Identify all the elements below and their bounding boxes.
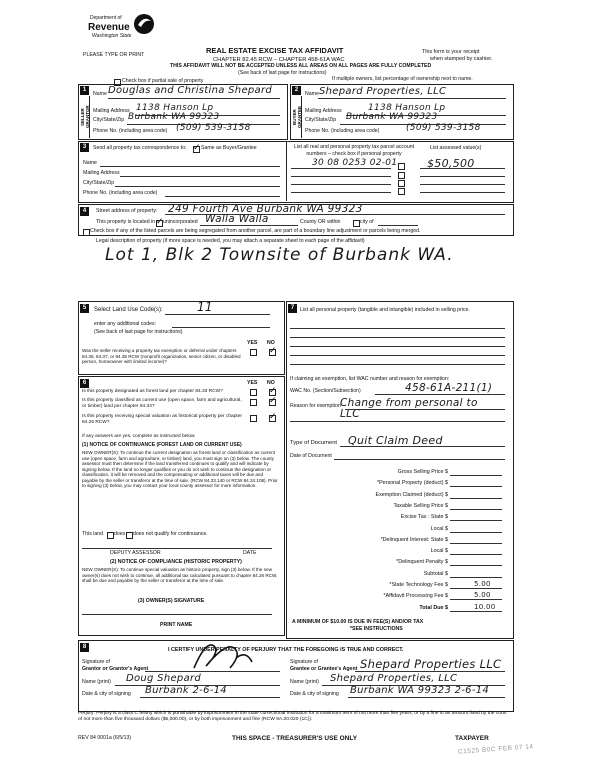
seller-phone-label: Phone No. (including area code) bbox=[93, 128, 168, 134]
doc-date-label: Date of Document bbox=[290, 453, 332, 459]
exemption-question: Was the seller receiving a property tax exemption or deferral under chapters 84.36, 84.37, or 84.38 RCW (nonprofit organization, senior citizen, or disabled person, homeowner with limited income)? bbox=[82, 348, 241, 365]
grantee-date[interactable]: Burbank WA 99323 2-6-14 bbox=[350, 685, 490, 696]
personal-property-label: List all personal property (tangible and intangible) included in selling price. bbox=[300, 307, 470, 313]
unincorporated-checkbox[interactable] bbox=[156, 220, 163, 227]
county-label: County OR within bbox=[300, 219, 341, 225]
if-yes-note: If any answers are yes, complete as instructed below. bbox=[82, 434, 196, 439]
q1-yes-checkbox[interactable] bbox=[250, 389, 257, 396]
reason-label: Reason for exemption bbox=[290, 403, 341, 409]
seller-mailing-label: Mailing Address bbox=[93, 108, 130, 114]
fee-value[interactable]: 5.00 bbox=[474, 591, 491, 600]
seller-side-label: SELLER GRANTOR bbox=[80, 105, 90, 129]
q2-yes-checkbox[interactable] bbox=[250, 399, 257, 406]
continuance-text: NEW OWNER(S): To continue the current designation as forest land or classification as current use (open space, farm and agriculture, or timber) land, you must sign on (3) below. The county assessor must then determine if the land transferred continues to qualify and will indicate by signing below. If the land no longer qualifies or you do not wish to continue the designation or classification, it will be removed and the compensating or additional taxes will be due and payable by the seller or transferor at the time of sale. (RCW 84.33.140 or RCW 84.34.108). Prior to signing (3) below, you may contact your local county assessor for more information. bbox=[82, 450, 278, 488]
q3-yes-checkbox[interactable] bbox=[250, 415, 257, 422]
seller-mailing[interactable]: 1138 Hanson Lp bbox=[136, 103, 214, 113]
fee-label: *Affidavit Processing Fee $ bbox=[383, 593, 448, 600]
fee-label: Subtotal $ bbox=[423, 570, 448, 577]
seller-name-label: Name bbox=[93, 91, 107, 97]
city-of-checkbox[interactable] bbox=[353, 220, 360, 227]
deputy-date-label: DATE bbox=[243, 550, 257, 556]
corr-city-label: City/State/Zip bbox=[83, 180, 115, 186]
grantee-sig-label2: Grantee or Grantee's Agent bbox=[290, 666, 358, 672]
dept-of: Department of bbox=[90, 15, 122, 21]
does-not-checkbox[interactable] bbox=[126, 532, 133, 539]
fee-label: *Delinquent Interest: State $ bbox=[380, 536, 448, 543]
buyer-side-label: BUYER GRANTEE bbox=[292, 106, 302, 129]
dept-state: Washington State bbox=[92, 33, 132, 39]
form-title: REAL ESTATE EXCISE TAX AFFIDAVIT bbox=[206, 46, 344, 55]
historic-question: Is this property receiving special valuation as historical property per chapter 84.26 RCW? bbox=[82, 414, 242, 425]
s5-no-checkbox[interactable] bbox=[269, 349, 276, 356]
exemption-reason[interactable]: Change from personal to LLC bbox=[340, 397, 478, 420]
unincorporated-label: unincorporated bbox=[163, 219, 198, 225]
grantor-name-label: Name (print) bbox=[82, 679, 111, 685]
additional-codes-label: enter any additional codes: bbox=[94, 321, 157, 327]
segregated-note: Check box if any of the listed parcels are being segregated from another parcel, are part of a boundary line adjustment or parcels being merged. bbox=[90, 228, 421, 234]
section-1-badge: 1 bbox=[80, 86, 89, 95]
receipt-line1: This form is your receipt bbox=[422, 49, 480, 55]
section-4-badge: 4 bbox=[80, 207, 89, 216]
grantor-date[interactable]: Burbank 2-6-14 bbox=[145, 685, 227, 696]
fee-label: *Personal Property (deduct) $ bbox=[376, 480, 448, 487]
forest-question: Is this property designated as forest land per chapter 84.33 RCW? bbox=[82, 389, 223, 394]
fee-label: Taxable Selling Price $ bbox=[393, 502, 448, 509]
grantee-signature[interactable]: Shepard Properties LLC bbox=[360, 657, 502, 671]
dor-logo-icon bbox=[132, 13, 156, 35]
same-as-buyer-label: Same as Buyer/Grantee bbox=[201, 145, 257, 151]
legal-description[interactable]: Lot 1, Blk 2 Townsite of Burbank WA. bbox=[105, 245, 454, 265]
assessed-header: List assessed value(s) bbox=[430, 145, 482, 151]
form-revision: REV 84 0001a (6/5/13) bbox=[78, 735, 132, 741]
dor-logo bbox=[88, 12, 158, 46]
section-7-badge: 7 bbox=[288, 304, 297, 313]
does-not-label: does not qualify for continuance. bbox=[133, 531, 208, 537]
s5-yes-checkbox[interactable] bbox=[250, 349, 257, 356]
land-use-label: Select Land Use Code(s): bbox=[94, 307, 163, 313]
print-name-label: PRINT NAME bbox=[160, 622, 193, 628]
s5-no-header: NO bbox=[267, 340, 275, 346]
dept-revenue: Revenue bbox=[88, 22, 130, 33]
grantor-sig-label2: Grantor or Grantor's Agent bbox=[82, 666, 149, 672]
city-of-label: city of bbox=[360, 219, 374, 225]
this-land-label: This land bbox=[82, 531, 104, 537]
section-8-badge: 8 bbox=[80, 643, 89, 652]
q3-no-checkbox[interactable] bbox=[269, 415, 276, 422]
section-6-badge: 6 bbox=[80, 379, 89, 388]
please-type: PLEASE TYPE OR PRINT bbox=[83, 52, 145, 58]
doc-type-label: Type of Document bbox=[290, 440, 338, 446]
buyer-mailing-label: Mailing Address bbox=[305, 108, 342, 114]
fee-label: Exemption Claimed (deduct) $ bbox=[375, 491, 448, 498]
compliance-text: NEW OWNER(S): To continue special valuation as historic property, sign (3) below. If the new owner(s) does not wish to continue, all additional tax calculated pursuant to chapter 84.26 RCW, shall be due and payable by the seller or transferor at the time of sale. bbox=[82, 567, 278, 583]
see-back: (See back of last page for instructions) bbox=[238, 70, 327, 76]
grantor-date-label: Date & city of signing bbox=[82, 691, 131, 697]
corr-mailing-label: Mailing Address bbox=[83, 170, 120, 176]
land-use-see-back: (See back of last page for instructions) bbox=[94, 329, 183, 335]
doc-type[interactable]: Quit Claim Deed bbox=[348, 434, 443, 447]
buyer-city[interactable]: Burbank WA 99323 bbox=[346, 112, 438, 122]
fee-label: Excise Tax : State $ bbox=[400, 514, 448, 521]
fee-value[interactable]: 10.00 bbox=[474, 602, 496, 611]
street-label: Street address of property: bbox=[96, 208, 158, 214]
q2-no-checkbox[interactable] bbox=[269, 399, 276, 406]
continuance-title: (1) NOTICE OF CONTINUANCE (FOREST LAND OR CURRENT USE) bbox=[82, 442, 242, 448]
deputy-assessor-label: DEPUTY ASSESSOR bbox=[110, 550, 161, 556]
compliance-title: (2) NOTICE OF COMPLIANCE (HISTORIC PROPERTY) bbox=[110, 559, 242, 565]
multiple-owners-note: If multiple owners, list percentage of ownership next to name. bbox=[332, 76, 473, 82]
minimum-due-note: A MINIMUM OF $10.00 IS DUE IN FEE(S) AND/OR TAX bbox=[292, 619, 424, 625]
does-label: does bbox=[114, 531, 126, 537]
located-in-label: This property is located in bbox=[96, 219, 156, 225]
parcel-number[interactable]: 30 08 0253 02-01 bbox=[312, 158, 398, 168]
fee-label: Local $ bbox=[430, 525, 448, 532]
cashier-stamp: C1525 B0C FEB 07 14 bbox=[457, 743, 534, 756]
buyer-name-label: Name bbox=[305, 91, 319, 97]
corr-phone-label: Phone No. (including area code) bbox=[83, 190, 158, 196]
fee-label: *Delinquent Penalty $ bbox=[396, 559, 448, 566]
s5-yes-header: YES bbox=[247, 340, 258, 346]
wac-number[interactable]: 458-61A-211(1) bbox=[405, 382, 493, 394]
s6-yes-header: YES bbox=[247, 380, 258, 386]
seller-city[interactable]: Burbank WA 99323 bbox=[128, 112, 220, 122]
does-checkbox[interactable] bbox=[107, 532, 114, 539]
grantor-signature-icon bbox=[186, 638, 256, 674]
seller-city-label: City/State/Zip bbox=[93, 117, 125, 123]
grantor-name[interactable]: Doug Shepard bbox=[126, 673, 202, 684]
legal-description-label: Legal description of property (if more space is needed, you may attach a separate sheet to each page of the affidavit) bbox=[96, 238, 365, 244]
buyer-mailing[interactable]: 1138 Hanson Lp bbox=[368, 103, 446, 113]
grantee-date-label: Date & city of signing bbox=[290, 691, 339, 697]
buyer-name[interactable]: Shepard Properties, LLC bbox=[319, 86, 447, 97]
certify-statement: I CERTIFY UNDER PENALTY OF PERJURY THAT THE FOREGOING IS TRUE AND CORRECT. bbox=[168, 647, 404, 653]
fee-label: Total Due $ bbox=[419, 604, 448, 611]
fee-value[interactable]: 5.00 bbox=[474, 580, 491, 588]
chapter-line: CHAPTER 82.45 RCW – CHAPTER 458-61A WAC bbox=[213, 57, 345, 63]
fee-label: *State Technology Fee $ bbox=[389, 582, 448, 588]
corr-name-label: Name bbox=[83, 160, 97, 166]
warning-line: THIS AFFIDAVIT WILL NOT BE ACCEPTED UNLESS ALL AREAS ON ALL PAGES ARE FULLY COMPLETED bbox=[170, 63, 432, 69]
street-address[interactable]: 249 Fourth Ave Burbank WA 99323 bbox=[168, 203, 363, 215]
current-use-question: Is this property classified as current use (open space, farm and agricultural, or timber) land per chapter 84.34? bbox=[82, 398, 242, 409]
fee-label: Local $ bbox=[430, 548, 448, 555]
buyer-city-label: City/State/Zip bbox=[305, 117, 337, 123]
grantee-name-label: Name (print) bbox=[290, 679, 319, 685]
see-instructions-note: *SEE INSTRUCTIONS bbox=[350, 626, 403, 632]
buyer-phone-label: Phone No. (including area code) bbox=[305, 128, 380, 134]
receipt-line2: when stamped by cashier. bbox=[430, 56, 493, 62]
owner-signature-label: (3) OWNER(S) SIGNATURE bbox=[138, 598, 205, 604]
wac-label: WAC No. (Section/Subsection) bbox=[290, 388, 361, 394]
section-5-badge: 5 bbox=[80, 304, 89, 313]
s6-no-header: NO bbox=[267, 380, 275, 386]
seller-name[interactable]: Douglas and Christina Shepard bbox=[108, 85, 273, 96]
section-2-badge: 2 bbox=[292, 86, 301, 95]
perjury-note: Perjury: Perjury is a class C felony which is punishable by imprisonment in the state correctional institution for a maximum term of not more than five years, or by a fine in an amount fixed by the court of not more than five thousand dollars ($5,000.00), or by both imprisonment and fine (RCW 9A.20.020 (1C)). bbox=[78, 711, 507, 723]
claim-exemption-label: If claiming an exemption, list WAC number and reason for exemption: bbox=[290, 376, 450, 382]
grantee-name[interactable]: Shepard Properties, LLC bbox=[330, 673, 458, 684]
land-use-code[interactable]: 11 bbox=[197, 300, 213, 314]
send-correspondence-label: Send all property tax correspondence to: bbox=[93, 145, 187, 151]
parcel-header: List all real and personal property tax parcel account numbers – check box if personal property bbox=[293, 144, 415, 157]
county-name[interactable]: Walla Walla bbox=[205, 213, 269, 225]
grantee-sig-label1: Signature of bbox=[290, 659, 318, 665]
treasurer-use-only: THIS SPACE - TREASURER'S USE ONLY bbox=[232, 735, 358, 742]
partial-sale-label: Check box if partial sale of property bbox=[122, 78, 204, 84]
buyer-phone[interactable]: (509) 539-3158 bbox=[406, 123, 481, 133]
section-3-badge: 3 bbox=[80, 143, 89, 152]
taxpayer-label: TAXPAYER bbox=[455, 735, 489, 742]
assessed-value[interactable]: $50,500 bbox=[427, 157, 475, 170]
seller-phone[interactable]: (509) 539-3158 bbox=[176, 123, 251, 133]
segregated-checkbox[interactable] bbox=[83, 229, 90, 236]
fee-label: Gross Selling Price $ bbox=[397, 469, 448, 475]
same-as-buyer-checkbox[interactable] bbox=[193, 146, 200, 153]
grantor-sig-label1: Signature of bbox=[82, 659, 110, 665]
